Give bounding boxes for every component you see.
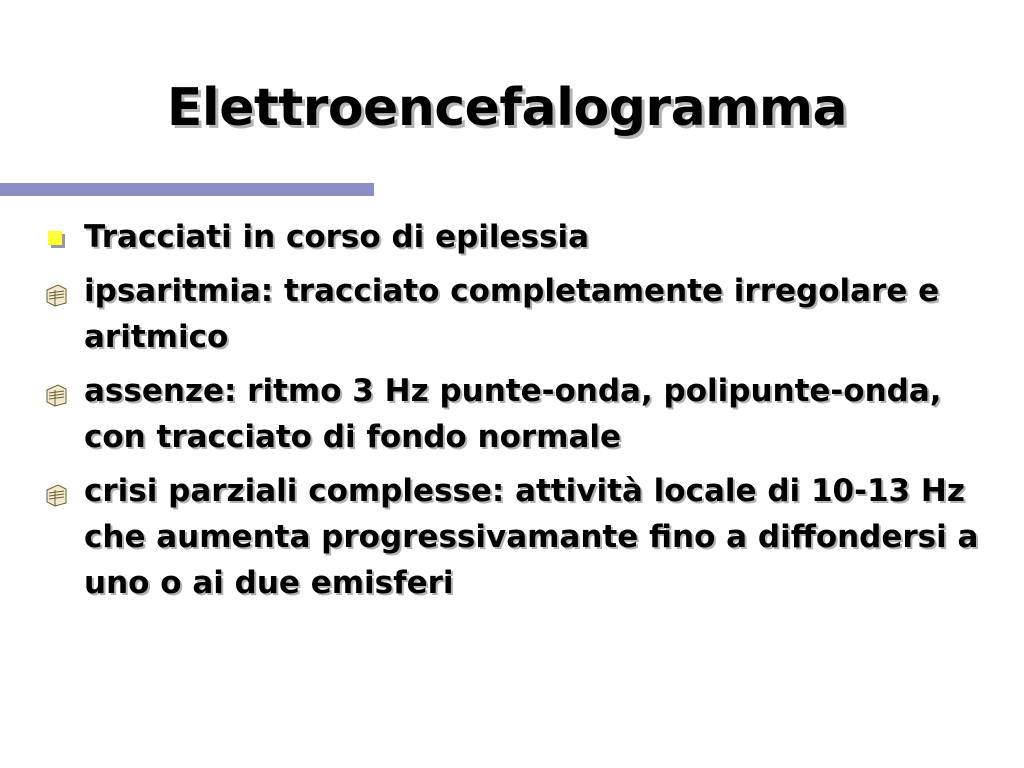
lined-box-bullet-icon (44, 481, 70, 507)
bullet-text: assenze: ritmo 3 Hz punte-onda, polipunte-onda, con tracciato di fondo normale (84, 373, 942, 455)
bullet-list (40, 214, 1000, 614)
bullet-item (40, 468, 1000, 606)
slide-title: Elettroencefalogramma (166, 78, 848, 138)
yellow-square-bullet-icon (48, 231, 62, 245)
lined-box-bullet-icon (44, 281, 70, 307)
bullet-text: ipsaritmia: tracciato completamente irregolare e aritmico (84, 273, 940, 355)
lined-box-bullet-icon (44, 381, 70, 407)
bullet-text: crisi parziali complesse: attività locale di 10-13 Hz che aumenta progressivamante fino a diffondersi a uno o ai due emisferi (84, 473, 979, 601)
bullet-item (40, 368, 1000, 460)
bullet-item (40, 214, 1000, 260)
bullet-item (40, 268, 1000, 360)
bullet-text: Tracciati in corso di epilessia (84, 219, 590, 255)
title-underline-bar (0, 183, 374, 196)
